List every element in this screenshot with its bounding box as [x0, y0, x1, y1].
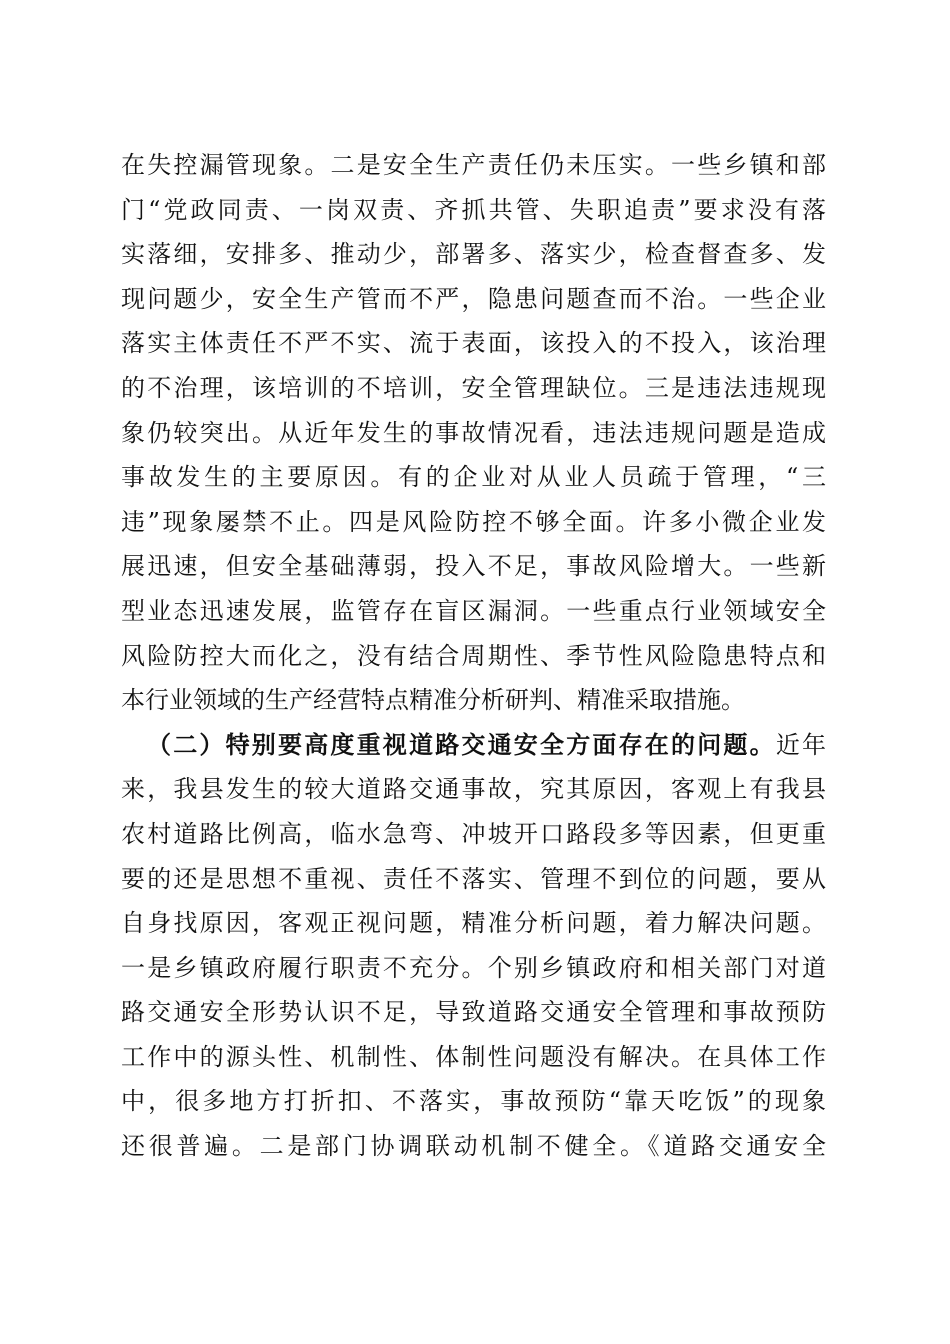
heading-continuation: 近年	[775, 730, 826, 759]
text-line: 展迅速，但安全基础薄弱，投入不足，事故风险增大。一些新	[121, 552, 826, 581]
text-line: 来，我县发生的较大道路交通事故，究其原因，客观上有我县	[121, 775, 826, 804]
text-line: 实落细，安排多、推动少，部署多、落实少，检查督查多、发	[121, 240, 826, 269]
text-line: 在失控漏管现象。二是安全生产责任仍未压实。一些乡镇和部	[121, 151, 826, 179]
text-line: 的不治理，该培训的不培训，安全管理缺位。三是违法违规现	[121, 373, 826, 402]
text-line: 违”现象屡禁不止。四是风险防控不够全面。许多小微企业发	[121, 507, 826, 536]
text-line: 象仍较突出。从近年发生的事故情况看，违法违规问题是造成	[121, 418, 826, 447]
text-line: 风险防控大而化之，没有结合周期性、季节性风险隐患特点和	[121, 641, 826, 670]
text-line: 事故发生的主要原因。有的企业对从业人员疏于管理，“三	[121, 463, 826, 492]
text-line: 本行业领域的生产经营特点精准分析研判、精准采取措施。	[121, 686, 745, 715]
text-line: 型业态迅速发展，监管存在盲区漏洞。一些重点行业领域安全	[121, 596, 826, 625]
text-line: 还很普遍。二是部门协调联动机制不健全。《道路交通安全	[121, 1132, 826, 1161]
text-line: 路交通安全形势认识不足，导致道路交通安全管理和事故预防	[121, 998, 826, 1027]
text-line: 要的还是思想不重视、责任不落实、管理不到位的问题，要从	[121, 864, 826, 893]
section-heading-line	[121, 723, 826, 768]
text-line: 落实主体责任不严不实、流于表面，该投入的不投入，该治理	[121, 329, 826, 358]
text-line: 农村道路比例高，临水急弯、冲坡开口路段多等因素，但更重	[121, 819, 826, 848]
text-line: 工作中的源头性、机制性、体制性问题没有解决。在具体工作	[121, 1042, 826, 1071]
document-body	[121, 143, 826, 1169]
text-line: 中，很多地方打折扣、不落实，事故预防“靠天吃饭”的现象	[121, 1087, 826, 1116]
text-line: 一是乡镇政府履行职责不充分。个别乡镇政府和相关部门对道	[121, 953, 826, 982]
text-line: 门“党政同责、一岗双责、齐抓共管、失职追责”要求没有落	[121, 195, 826, 224]
text-line: 自身找原因，客观正视问题，精准分析问题，着力解决问题。	[121, 909, 826, 938]
text-line: 现问题少，安全生产管而不严，隐患问题查而不治。一些企业	[121, 284, 826, 313]
section-heading: （二）特别要高度重视道路交通安全方面存在的问题。	[147, 729, 776, 759]
